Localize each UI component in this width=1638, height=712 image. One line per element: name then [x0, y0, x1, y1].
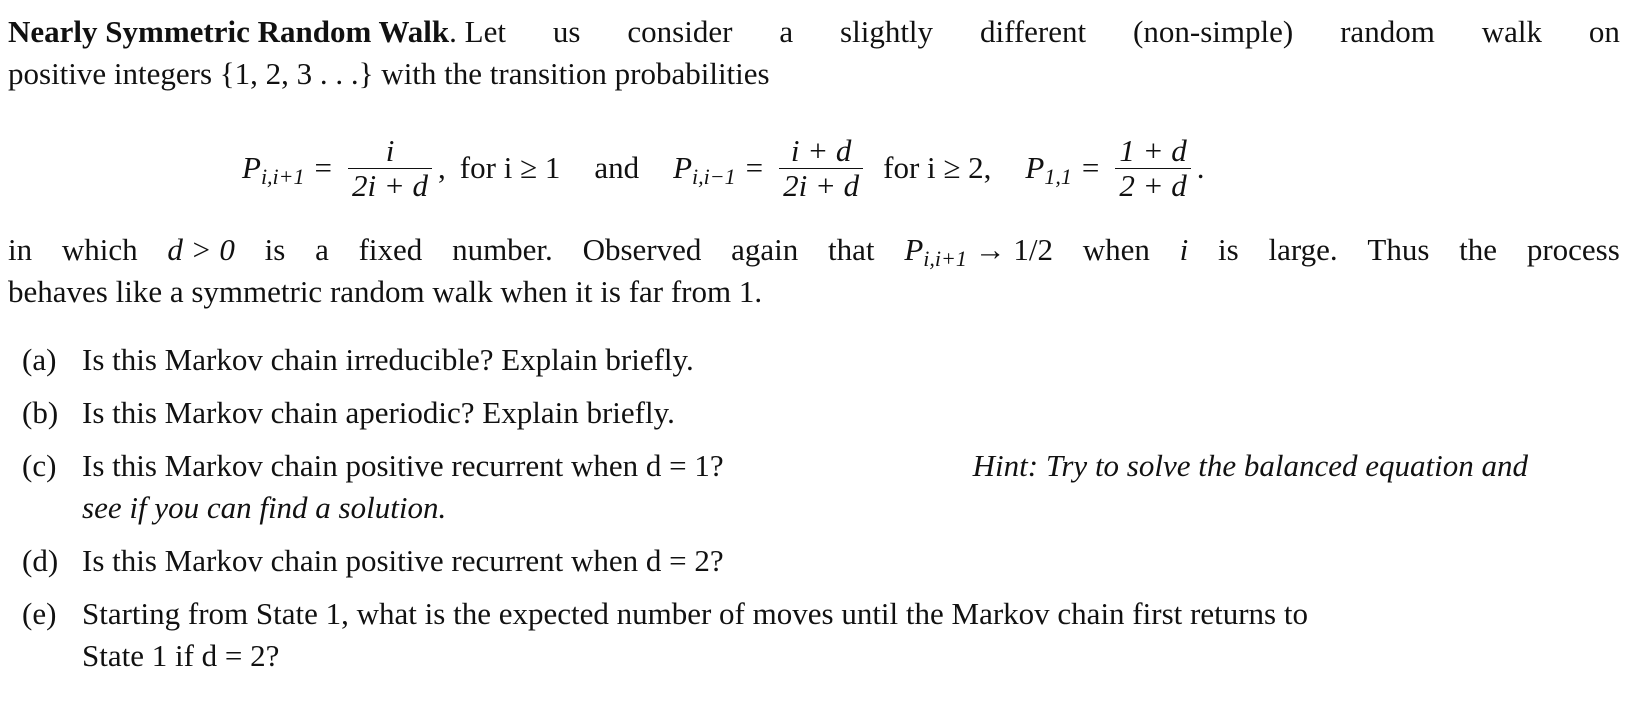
- word: number.: [452, 232, 553, 267]
- p-up-fraction: $\frac{i}{2i + d}$: [348, 134, 432, 203]
- question-label: (d): [22, 543, 59, 578]
- word: Observed: [582, 232, 702, 267]
- question-text: Is this Markov chain positive recurrent when d = 1? Hint: Try to solve the balanced equation and: [82, 448, 1528, 483]
- word: on: [1588, 14, 1620, 49]
- body-line-4: behaves like a symmetric random walk when it is far from 1.: [8, 274, 763, 309]
- word: is: [264, 232, 286, 267]
- and-word: and: [594, 150, 640, 185]
- hint-text: see if you can find a solution.: [82, 490, 447, 525]
- word: different: [979, 14, 1087, 49]
- equals-sign: =: [314, 150, 332, 185]
- question-label: (a): [22, 342, 57, 377]
- word: slightly: [840, 14, 934, 49]
- word: that: [828, 232, 875, 267]
- word: is: [1218, 232, 1239, 267]
- word: fixed: [358, 232, 423, 267]
- hint-text: Hint: Try to solve the balanced equation and: [972, 448, 1528, 483]
- math-expr-limit: $P_{i,i+1} \to 1/2$: [904, 232, 1053, 271]
- word: Thus: [1367, 232, 1430, 267]
- problem-title: Nearly Symmetric Random Walk: [8, 14, 450, 49]
- p-down-fraction: $\frac{i + d}{2i + d}$: [779, 134, 863, 203]
- word: which: [61, 232, 138, 267]
- word: again: [731, 232, 799, 267]
- word: process: [1526, 232, 1620, 267]
- intro-title-segment: Nearly Symmetric Random Walk. Let: [8, 14, 506, 49]
- word: random: [1340, 14, 1435, 49]
- question-label: (e): [22, 596, 57, 631]
- question-label: (b): [22, 395, 59, 430]
- word: walk: [1481, 14, 1542, 49]
- word: when: [1082, 232, 1150, 267]
- word: the: [1459, 232, 1498, 267]
- word: large.: [1268, 232, 1338, 267]
- word: a: [315, 232, 329, 267]
- transition-equation: $P_{i,i+1}$ = $\frac{i}{2i + d}$ , for i ≥ 1 and $P_{i,i-1}$ = $\frac{i + d}{2i + d}$ for i ≥ 2, $P_{1,1}$ = $\frac{1 + d}{2 + d}$ .: [242, 132, 1205, 203]
- p-11-lhs: $P_{1,1}$: [1025, 150, 1072, 189]
- math-expr: i: [1179, 232, 1189, 267]
- body-line-3: [8, 232, 1620, 271]
- word: us: [552, 14, 581, 49]
- p-up-lhs: $P_{i,i+1}$: [242, 150, 305, 189]
- p-down-condition: for i ≥ 2,: [883, 150, 992, 185]
- question-text: Starting from State 1, what is the expected number of moves until the Markov chain first returns to: [82, 596, 1308, 631]
- math-expr: d > 0: [167, 232, 235, 267]
- question-text: Is this Markov chain irreducible? Explain briefly.: [82, 342, 694, 377]
- intro-line-2: positive integers {1, 2, 3 . . .} with the transition probabilities: [8, 56, 770, 91]
- word: in: [8, 232, 33, 267]
- question-text: Is this Markov chain aperiodic? Explain briefly.: [82, 395, 675, 430]
- p-up-condition: for i ≥ 1: [459, 150, 561, 185]
- intro-line-1: [8, 14, 1620, 50]
- word: a: [779, 14, 794, 49]
- p-11-fraction: $\frac{1 + d}{2 + d}$: [1115, 134, 1190, 203]
- p-down-lhs: $P_{i,i-1}$: [673, 150, 736, 189]
- question-text: Is this Markov chain positive recurrent when d = 2?: [82, 543, 724, 578]
- word: (non-simple): [1133, 14, 1294, 49]
- word: consider: [627, 14, 733, 49]
- question-text: State 1 if d = 2?: [82, 638, 280, 673]
- equals-sign: =: [745, 150, 764, 185]
- question-label: (c): [22, 448, 57, 483]
- equals-sign: =: [1081, 150, 1100, 185]
